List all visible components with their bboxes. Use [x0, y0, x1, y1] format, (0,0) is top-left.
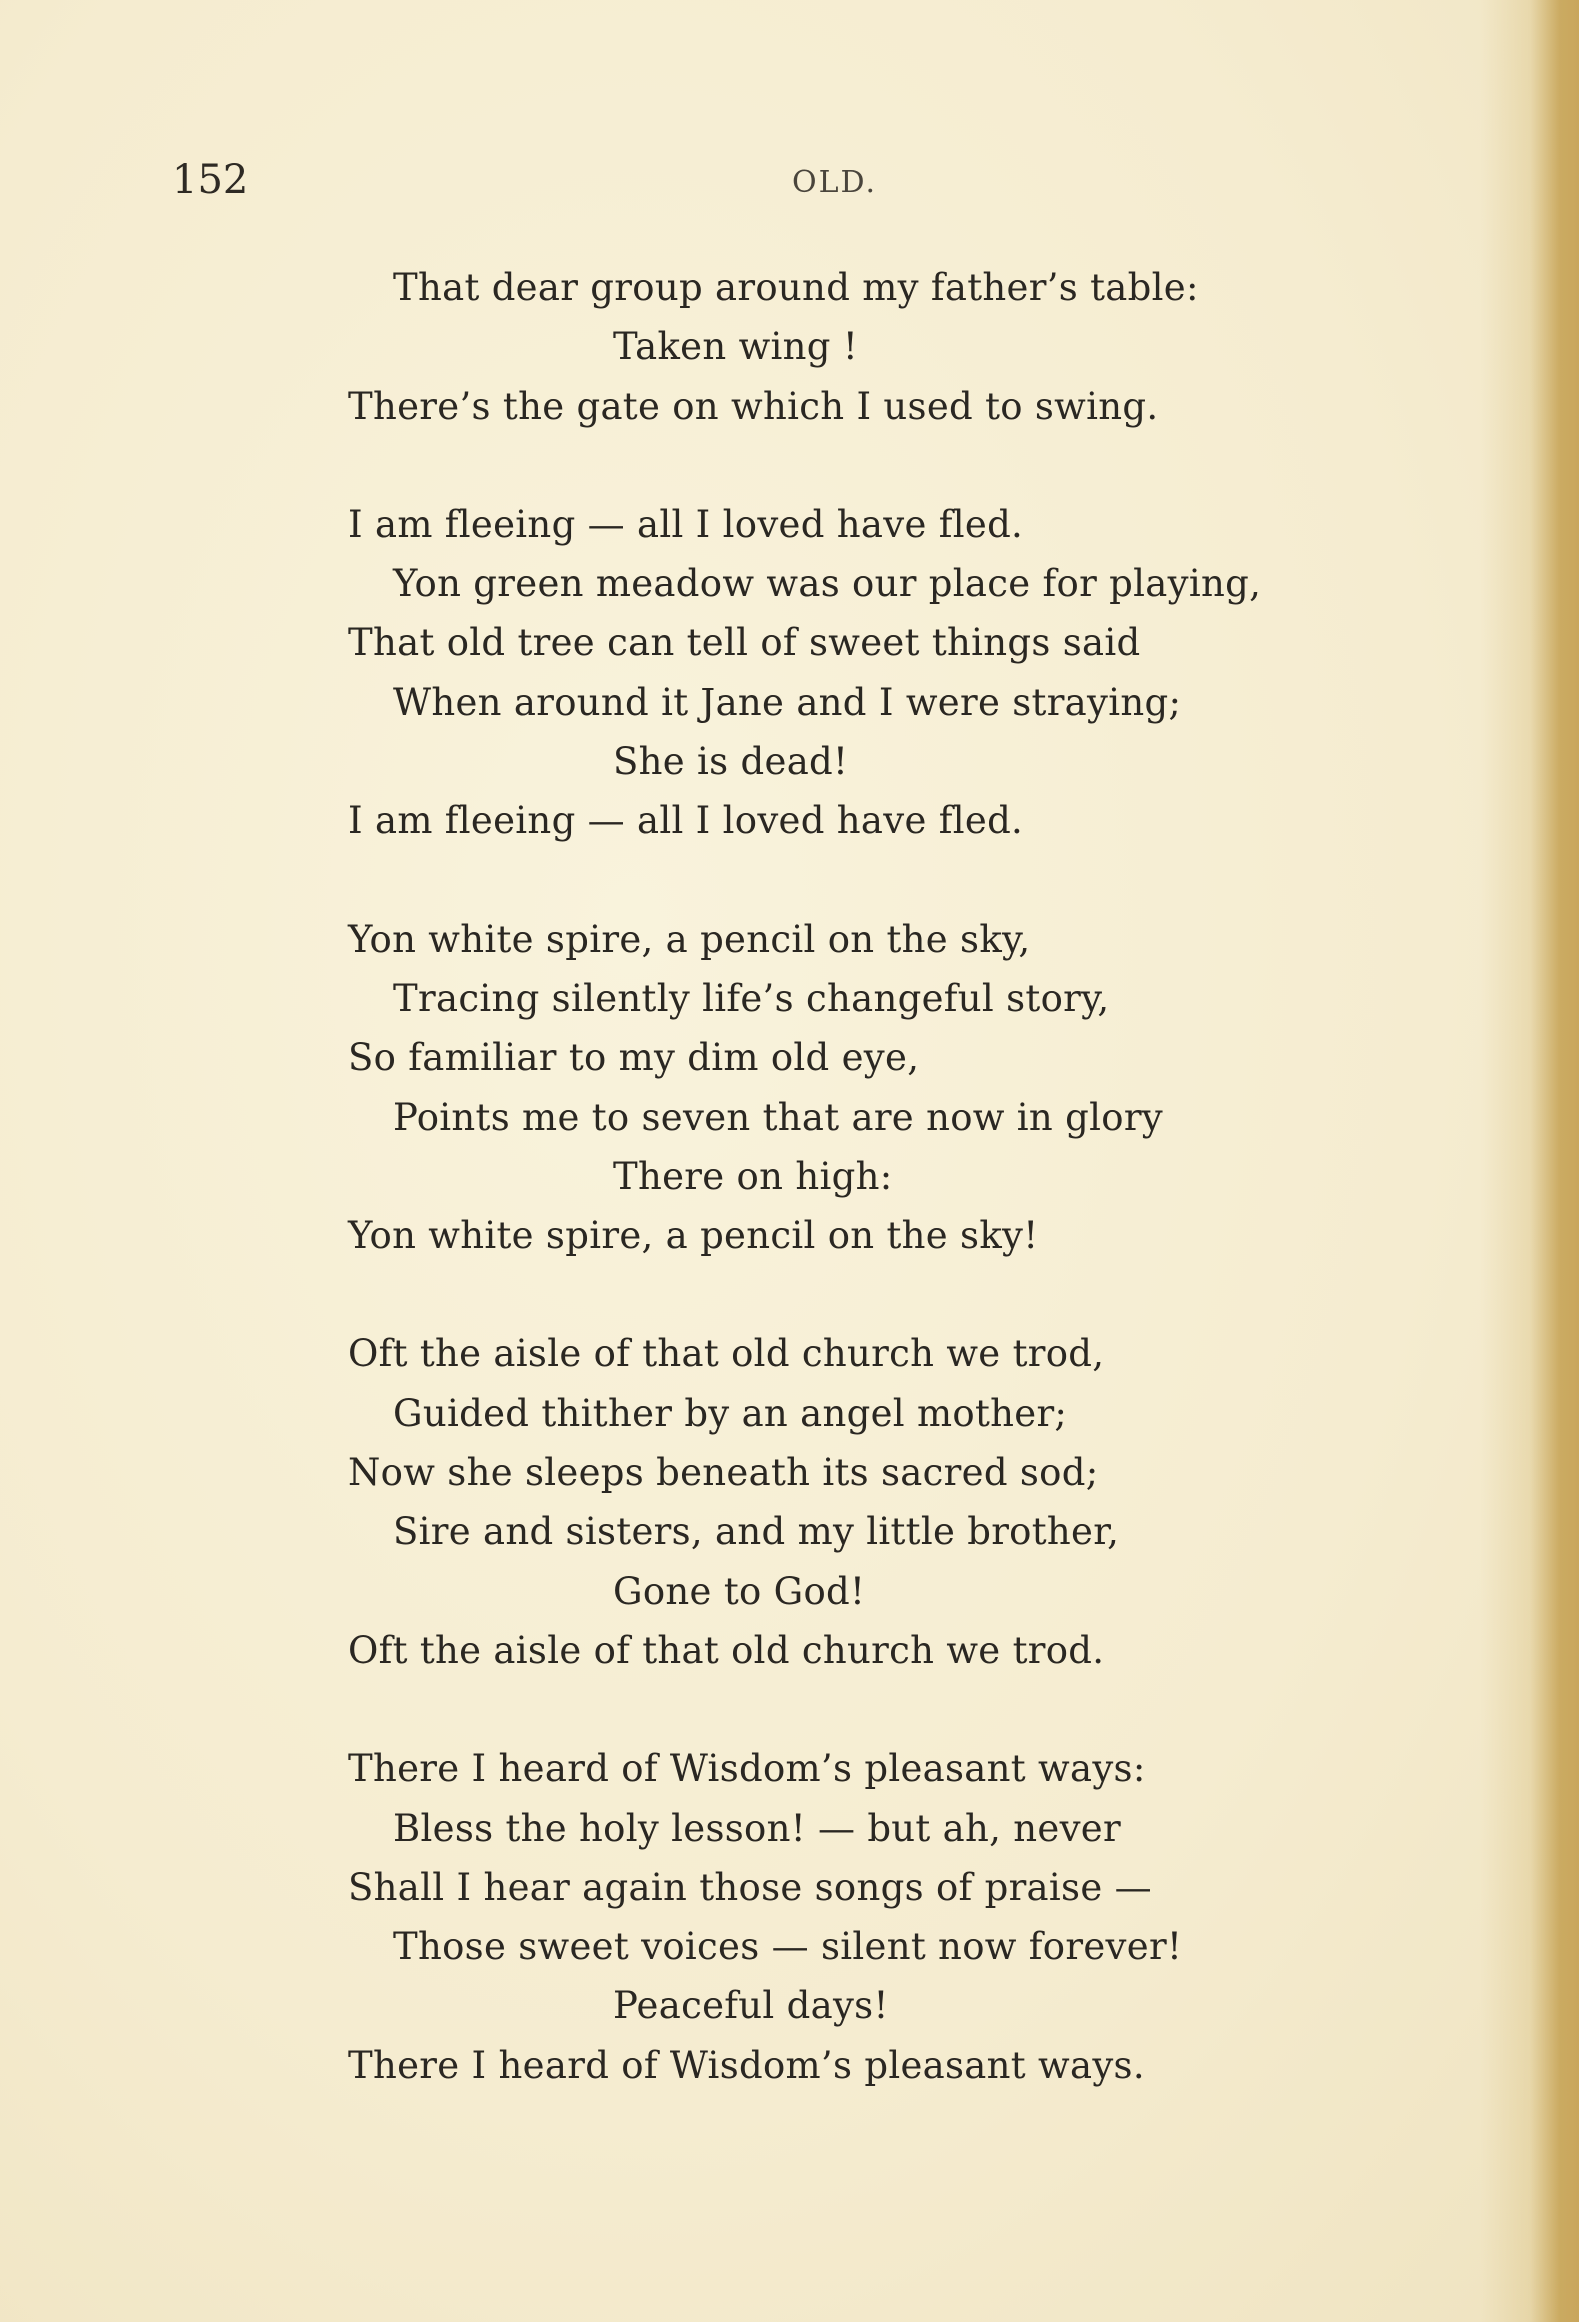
poem-line: There I heard of Wisdom’s pleasant ways.	[348, 2043, 1145, 2087]
stanza	[348, 258, 1448, 436]
poem-line: Those sweet voices — silent now forever!	[393, 1925, 1183, 1969]
stanza	[348, 910, 1448, 1266]
poem-line: Gone to God!	[613, 1569, 866, 1613]
poem-body	[348, 258, 1448, 2154]
poem-line: When around it Jane and I were straying;	[393, 680, 1182, 724]
poem-line: Oft the aisle of that old church we trod,	[348, 1332, 1105, 1376]
poem-line: That dear group around my father’s table:	[393, 266, 1199, 309]
poem-line: She is dead!	[613, 740, 849, 784]
stanza	[348, 1324, 1448, 1680]
page-number: 152	[172, 157, 249, 203]
stanza	[348, 1739, 1448, 2095]
poem-line: Yon white spire, a pencil on the sky,	[348, 917, 1031, 961]
poem-line: I am fleeing — all I loved have fled.	[348, 799, 1024, 843]
poem-line: Taken wing !	[613, 325, 859, 369]
poem-line: That old tree can tell of sweet things said	[348, 621, 1141, 665]
poem-line: Points me to seven that are now in glory	[393, 1095, 1164, 1139]
poem-line: There I heard of Wisdom’s pleasant ways:	[348, 1747, 1146, 1791]
running-title: OLD.	[792, 165, 878, 200]
poem-line: Now she sleeps beneath its sacred sod;	[348, 1451, 1099, 1495]
poem-line: Bless the holy lesson! — but ah, never	[393, 1806, 1121, 1850]
poem-line: Guided thither by an angel mother;	[393, 1391, 1068, 1435]
poem-line: Tracing silently life’s changeful story,	[393, 976, 1110, 1020]
page-header	[0, 155, 1579, 205]
stanza	[348, 495, 1448, 851]
poem-line: There’s the gate on which I used to swing.	[348, 384, 1159, 428]
poem-line: Yon green meadow was our place for playing,	[393, 562, 1262, 606]
poem-line: Sire and sisters, and my little brother,	[393, 1510, 1120, 1554]
poem-line: Oft the aisle of that old church we trod.	[348, 1628, 1105, 1672]
poem-line: There on high:	[613, 1154, 893, 1198]
poem-line: Yon white spire, a pencil on the sky!	[348, 1214, 1039, 1258]
poem-line: I am fleeing — all I loved have fled.	[348, 502, 1024, 546]
poem-line: Shall I hear again those songs of praise —	[348, 1865, 1152, 1909]
poem-line: Peaceful days!	[613, 1984, 889, 2028]
poem-line: So familiar to my dim old eye,	[348, 1036, 920, 1080]
